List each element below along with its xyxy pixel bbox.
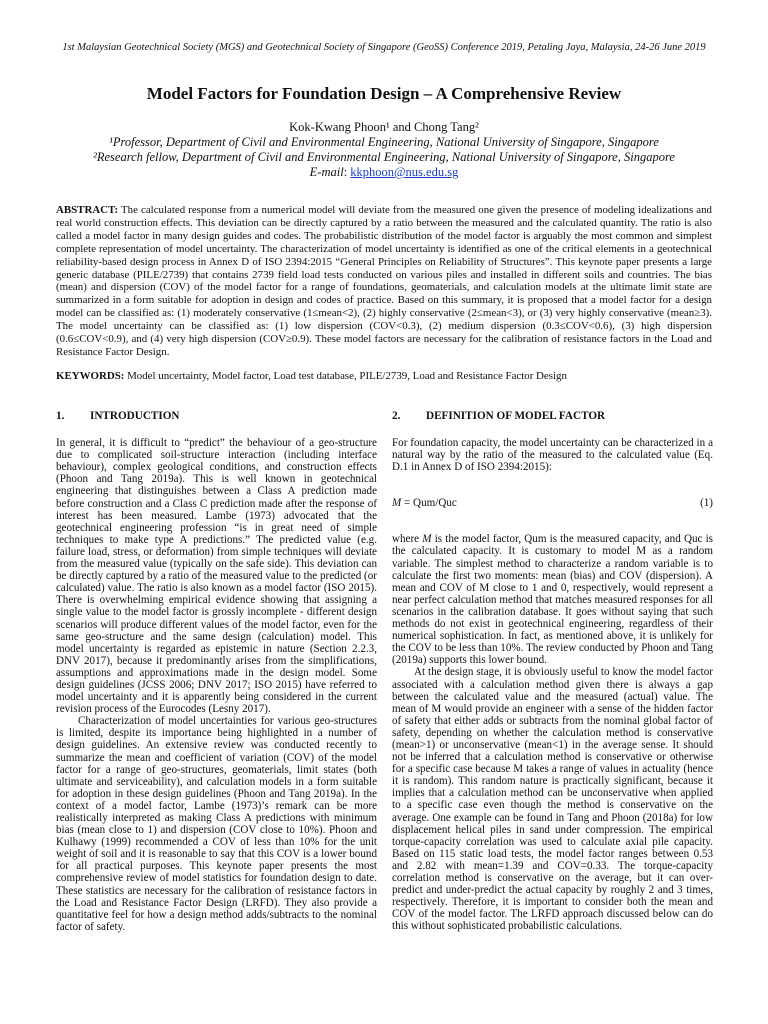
affiliation-1: ¹Professor, Department of Civil and Environmental Engineering, National University of Singapore, Singapore [109, 135, 659, 149]
definition-paragraph-3: At the design stage, it is obviously useful to know the model factor associated with a calculation method given there is always a gap between the calculated value and the measured (actual) value. The mean of M would provide an engineer with a sense of the hidden factor of safety that either adds or subtracts from the nominal global factor of safety, depending on whether the calculation method is conservative (mean>1) or unconservative (mean<1) in the average sense. It should not be inferred that a calculation method is conservative or otherwise for a specific case because M takes a range of values in actuality (hence it is random). This random nature is practically significant, because it implies that a calculation method can be unconservative when applied to a specific case even though the method is conservative on the average. One example can be found in Tang and Phoon (2018a) for low displacement helical piles in sand under compression. The empirical torque-capacity correlation was used to calculate axial pile capacity. Based on 115 static load tests, the model factor ranges between 0.53 and 2.82 with mean=1.39 and COV=0.33. The torque-capacity correlation method is conservative on the average, but it can over-predict and under-predict the actual capacity by roughly 2 and 3 times, respectively. Therefore, it is important to consider both the mean and COV of the model factor. The LRFD approach discussed below can do this without sophisticated probabilistic calculations. [392, 666, 713, 933]
para-2-rest: is the model factor, Qum is the measured capacity, and Quc is the calculated capacity. It is customary to model M as a random variable. The simplest method to characterize a random variable is to calculate the first two moments: mean (bias) and COV (dispersion). A mean and COV of M close to 1 and 0, respectively, would represent a near perfect calculation method that matches measured responses for all scenarios in the calibration database. It goes without saying that such methods do not exist in geotechnical engineering, regardless of their numerical sophistication. In fact, as mentioned above, it is unlikely for the COV to be less than 10%. The review conducted by Phoon and Tang (2019a) supports this lower bound. [392, 533, 714, 667]
section-number: 1. [56, 410, 65, 422]
section-heading-definition [392, 410, 713, 422]
definition-paragraph-1: For foundation capacity, the model uncertainty can be characterized in a natural way by the ratio of the measured to the calculated value (Eq. D.1 in Annex D of ISO 2394:2015): [392, 437, 713, 474]
section-title: INTRODUCTION [90, 410, 180, 422]
keywords [56, 370, 712, 382]
intro-paragraph-2: Characterization of model uncertainties for various geo-structures is limited, despite its importance being highlighted in a number of design guidelines. An extensive review was conducted recently to summarize the mean and coefficient of variation (COV) of the model factor for a range of geo-structures, geomaterials, limit states (both ultimate and serviceability), and calculation models in a form suitable for adoption in these design guidelines (Phoon and Tang 2019a). In the context of a model factor, Lambe (1973)’s remark can be more realistically interpreted as making Class A predictions with minimum bias (mean close to 1) and dispersion (COV close to 10%). Phoon and Kulhawy (1999) recommended a COV of less than 10% for the unit weight of soil and it is reasonable to say that this COV is a lower bound for all practical purposes. This keynote paper presents the most comprehensive review of model statistics for foundation design to date. These statistics are necessary for the calibration of resistance factors in the Load and Resistance Factor Design (LRFD). They also provide a quantitative feel for how a design method adds/subtracts to the nominal factor of safety. [56, 715, 377, 933]
equation-rhs: = Qum/Quc [404, 497, 457, 510]
abstract [56, 204, 712, 359]
section-title: DEFINITION OF MODEL FACTOR [426, 410, 606, 422]
paper-title: Model Factors for Foundation Design – A Comprehensive Review [146, 84, 622, 103]
keywords-text: Model uncertainty, Model factor, Load test database, PILE/2739, Load and Resistance Factor Design [127, 370, 567, 382]
left-column [56, 410, 377, 933]
conference-header: 1st Malaysian Geotechnical Society (MGS) and Geotechnical Society of Singapore (GeoSS) Conference 2019, Petaling Jaya, Malaysia, 24-26 June 2019 [62, 42, 706, 53]
definition-paragraph-2 [392, 533, 713, 666]
abstract-text: The calculated response from a numerical model will deviate from the measured one given the presence of modeling idealizations and real world construction effects. This deviation can be directly captured by a ratio between the measured and the calculated quantity. The ratio is also called a model factor in many design guides and codes. The probabilistic distribution of the model factor is arguably the most common and simplest complete representation of model uncertainty. The characterization of model uncertainty is identified as one of the critical elements in a geotechnical reliability-based design process in Annex D of ISO 2394:2015 “General Principles on Reliability of Structures”. This keynote paper presents a large generic database (PILE/2739) that contains 2739 field load tests conducted on various piles and installed in different soils and countries. The bias (mean) and dispersion (COV) of the model factor for a range of foundations, geomaterials, and calculation models at the ultimate limit state are summarized in a form suitable for adoption in design and codes of practice. Based on this summary, it is proposed that a model factor for a design model can be classified as: (1) moderately conservative (1≤mean<2), (2) highly conservative (2≤mean<3), or (3) very highly conservative (mean≥3). The model uncertainty can be classified as: (1) low dispersion (COV<0.3), (2) medium dispersion (0.3≤COV<0.6), (3) high dispersion (0.6≤COV<0.9), and (4) very high dispersion (COV≥0.9). These model factors are necessary for the calibration of resistance factors in the Load and Resistance Factor Design. [56, 204, 712, 358]
intro-paragraph-1: In general, it is difficult to “predict” the behaviour of a geo-structure due to complicated soil-structure interaction (including interface behaviour), complex geological conditions, and construction effects (Phoon and Tang 2019a). This is well known in geotechnical engineering that distinguishes between a Class A prediction made before construction and a Class C prediction made after the response of interest has been measured. Lambe (1973) advocated that the geotechnical engineering profession “is in great need of simple techniques to make type A predictions.” The predicted value (e.g. failure load, stress, or deformation) from simple techniques will deviate from the measured value (typically on the safe side). This deviation can be directly captured by a ratio of the measured value to the predicted (or calculated) value. The ratio is also known as a model factor (ISO 2015). There is overwhelming empirical evidence showing that assigning a single value to the model factor is grossly incomplete - different design scenarios will produce different values of the model factor, even for the same geo-structure and the same design (calculation) model. This model uncertainty is regarded as epistemic in nature (Section 2.2.3, DNV 2017), because it predominantly arises from the simplifications, assumptions and approximations made in the design model. Some design guidelines (JCSS 2006; DNV 2017; ISO 2015) have referred to model uncertainty and it is apparently being considered in the current revision process of the Eurocodes (Lesny 2017). [56, 437, 377, 716]
email-label: E-mail [309, 165, 344, 179]
equation-1 [392, 497, 713, 511]
para-2-start: where [392, 533, 423, 546]
email-line: E-mail: kkphoon@nus.edu.sg [309, 165, 459, 179]
equation-number: (1) [700, 497, 713, 510]
author-names: Kok-Kwang Phoon¹ and Chong Tang² [289, 120, 479, 134]
section-heading-introduction [56, 410, 377, 422]
section-number: 2. [392, 410, 401, 422]
email-link[interactable]: kkphoon@nus.edu.sg [350, 165, 459, 179]
affiliation-2: ²Research fellow, Department of Civil and Environmental Engineering, National University of Singapore, Singapore [93, 150, 675, 164]
author-block [40, 120, 728, 180]
abstract-label: ABSTRACT: [56, 204, 119, 216]
right-column [392, 410, 713, 932]
variable-m: M [422, 533, 432, 546]
equation-lhs: M [392, 497, 402, 510]
keywords-label: KEYWORDS: [56, 370, 125, 382]
